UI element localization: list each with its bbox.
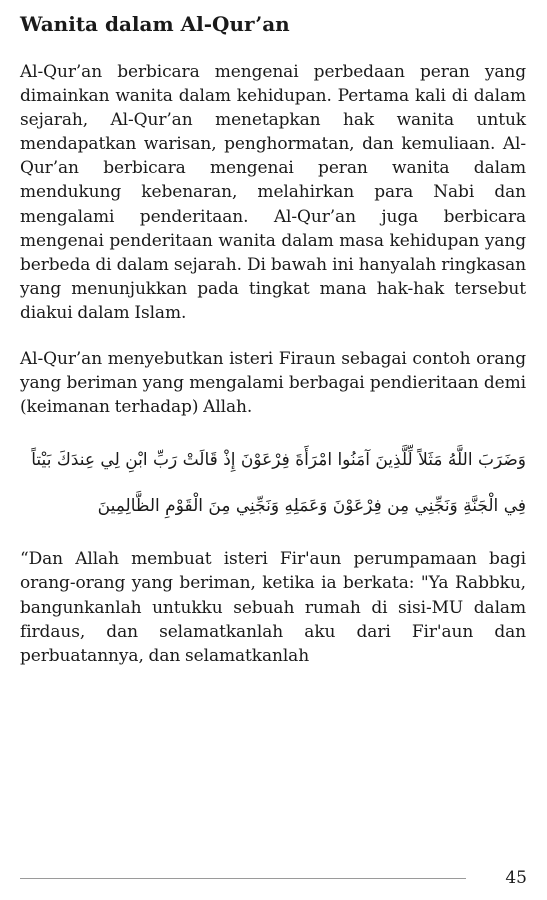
page-body: [20, 10, 526, 690]
paragraph-intro: Al-Qur’an berbicara mengenai perbedaan peran yang dimainkan wanita dalam kehidupan. Pertama kali di dalam sejarah, Al-Qur’an menetapkan hak wanita untuk mendapatkan warisan, penghormatan, dan kemuliaan. Al-Qur’an berbicara mengenai peran wanita dalam mendukung kebenaran, melahirkan para Nabi dan mengalami penderitaan. Al-Qur’an juga berbicara mengenai penderitaan wanita dalam masa kehidupan yang berbeda di dalam sejarah. Di bawah ini hanyalah ringkasan yang menunjukkan pada tingkat mana hak-hak tersebut diakui dalam Islam.: [20, 62, 526, 323]
section-title: Wanita dalam Al-Qur’an: [20, 12, 290, 36]
paragraph-translation: “Dan Allah membuat isteri Fir'aun perumpamaan bagi orang-orang yang beriman, ketika ia berkata: "Ya Rabbku, bangunkanlah untukku sebuah rumah di sisi-MU dalam firdaus, dan selamatkanlah aku dari Fir'aun dan perbuatannya, dan selamatkanlah: [20, 549, 526, 666]
quran-verse-arabic: وَضَرَبَ اللَّهُ مَثَلاً لِّلَّذِينَ آمَنُوا امْرَأَةَ فِرْعَوْنَ إِذْ قَالَتْ رَبِّ ابْنِ لِي عِندَكَ بَيْتاً فِي الْجَنَّةِ وَنَجِّنِي مِن فِرْعَوْنَ وَعَمَلِهِ وَنَجِّنِي مِنَ الْقَوْمِ الظَّالِمِينَ: [31, 450, 526, 517]
paragraph-firaun-wife: Al-Qur’an menyebutkan isteri Firaun sebagai contoh orang yang beriman yang mengalami berbagai pendieritaan demi (keimanan terhadap) Allah.: [20, 349, 526, 418]
footer-divider: [20, 878, 466, 879]
page-footer: [20, 866, 527, 890]
page-number: 45: [505, 868, 527, 888]
